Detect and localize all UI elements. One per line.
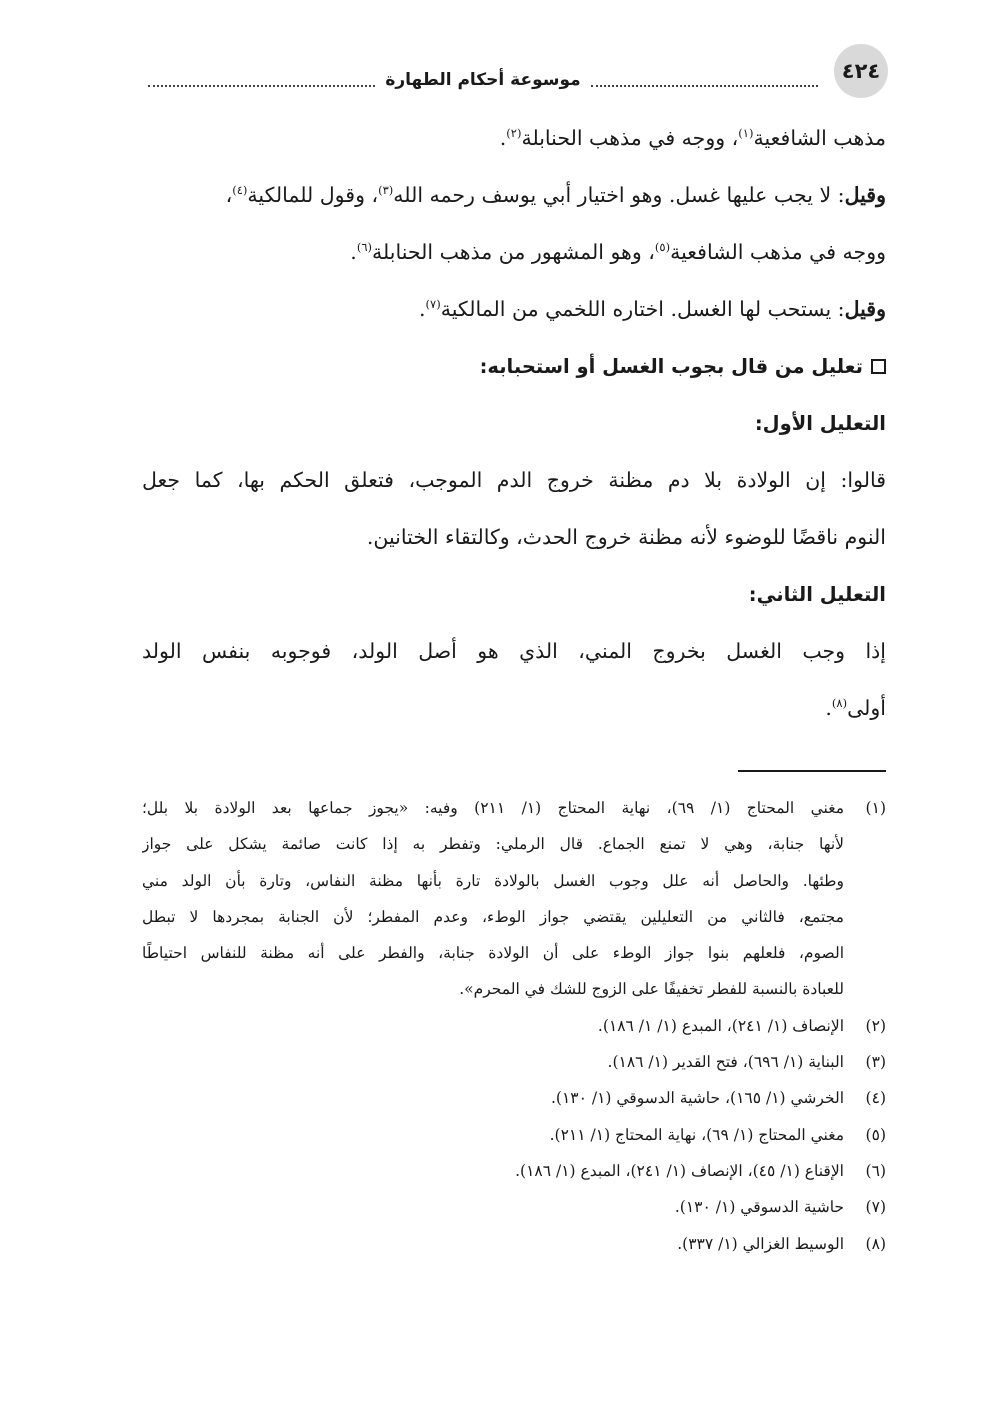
footnote-text xyxy=(142,1153,844,1189)
footnote-separator xyxy=(738,770,886,772)
footnote-number: (٣) xyxy=(865,1053,886,1072)
footnote-text xyxy=(142,1189,844,1225)
text-line: النوم ناقضًا للوضوء لأنه مظنة خروج الحدث، وكالتقاء الختانين. xyxy=(366,525,886,549)
footnote-ref[interactable]: (٥) xyxy=(654,240,671,255)
footnote-number: (٧) xyxy=(865,1198,886,1217)
footnote-text xyxy=(142,1117,844,1153)
footnote-number: (٤) xyxy=(865,1089,886,1108)
footnote-line: حاشية الدسوقي (١/ ١٣٠). xyxy=(674,1198,844,1217)
footnote-ref[interactable]: (٤) xyxy=(232,183,248,198)
main-text xyxy=(142,110,886,737)
footnote-text xyxy=(142,1044,844,1080)
text-line: أولى$^{(٨)}$. xyxy=(825,696,886,720)
footnote xyxy=(142,1117,886,1153)
footnote-ref[interactable]: (٦) xyxy=(356,240,372,255)
footnote xyxy=(142,1008,886,1044)
footnote-line: البناية (١/ ٦٩٦)، فتح القدير (١/ ١٨٦). xyxy=(607,1053,844,1072)
footnote xyxy=(142,790,886,1008)
footnote-text xyxy=(142,1080,844,1116)
footnote xyxy=(142,1153,886,1189)
footnote-ref[interactable]: (١) xyxy=(738,126,754,141)
subsection-heading: التعليل الثاني: xyxy=(748,583,886,606)
footnote xyxy=(142,1189,886,1225)
footnote-ref[interactable]: (٢) xyxy=(506,126,522,141)
footnote-number: (١) xyxy=(865,799,886,817)
footnote-number: (٦) xyxy=(865,1161,886,1180)
subsection-heading: التعليل الأول: xyxy=(754,412,886,435)
footnote-line: الوسيط الغزالي (١/ ٣٣٧). xyxy=(677,1234,844,1253)
footnote-line: مغني المحتاج (١/ ٦٩)، نهاية المحتاج (١/ ٢١١). xyxy=(549,1125,844,1144)
footnote-ref[interactable]: (٣) xyxy=(378,183,394,198)
header-dots-left xyxy=(148,85,375,87)
footnote-line: لأنها جنابة، وهي لا تمنع الجماع. قال الرملي: وتفطر به إذا كانت صائمة يشكل على جواز xyxy=(142,835,844,854)
footnote-line: الإقناع (١/ ٤٥)، الإنصاف (١/ ٢٤١)، المبدع (١/ ١٨٦). xyxy=(515,1161,844,1180)
page-header xyxy=(140,44,888,104)
footnote-line: وطئها. والحاصل أنه علل وجوب الغسل بالولادة تارة بأنها مظنة النفاس، وتارة بأن الولد مني xyxy=(142,871,844,890)
footnote-line: للعبادة بالنسبة للفطر تخفيفًا على الزوج للشك في المحرم». xyxy=(459,980,844,999)
opinion-label: وقيل xyxy=(844,183,886,207)
footnote xyxy=(142,1044,886,1080)
footnote-text xyxy=(142,790,844,1008)
page-number: ٤٢٤ xyxy=(834,44,888,98)
text-line: وقيل: يستحب لها الغسل. اختاره اللخمي من المالكية$^{(٧)}$. xyxy=(418,297,886,321)
footnote xyxy=(142,1226,886,1262)
opinion-label: وقيل xyxy=(844,297,886,321)
text-line: إذا وجب الغسل بخروج المني، الذي هو أصل الولد، فوجوبه بنفس الولد xyxy=(142,639,886,663)
header-rule xyxy=(148,70,818,90)
text-line: وقيل: لا يجب عليها غسل. وهو اختيار أبي يوسف رحمه الله$^{(٣)}$، وقول للمالكية$^{(٤)}$، xyxy=(225,183,886,207)
footnote-number: (٨) xyxy=(865,1234,886,1253)
footnote-line: مجتمع، فالثاني من التعليلين يقتضي جواز الوطء، وعدم المفطر؛ لأن الجنابة بمجردها لا تبطل xyxy=(142,907,844,926)
footnote-text xyxy=(142,1226,844,1262)
footnotes xyxy=(142,790,886,1262)
footnote-number: (٥) xyxy=(865,1125,886,1144)
footnote-ref[interactable]: (٧) xyxy=(425,297,441,312)
footnote xyxy=(142,1080,886,1116)
text-line: قالوا: إن الولادة بلا دم مظنة خروج الدم الموجب، فتعلق الحكم بها، كما جعل xyxy=(142,468,886,492)
footnote-line: الإنصاف (١/ ٢٤١)، المبدع (١/ ١/ ١٨٦). xyxy=(597,1016,844,1035)
footnote-line: الصوم، فلعلهم بنوا جواز الوطء على أن الولادة جنابة، والفطر على أنه مظنة للنفاس احتياطًا xyxy=(142,944,844,963)
square-bullet-icon xyxy=(871,359,886,374)
footnote-line: مغني المحتاج (١/ ٦٩)، نهاية المحتاج (١/ ٢١١) وفيه: «يجوز جماعها بعد الولادة بلا بلل؛ xyxy=(142,799,844,817)
text-line: ووجه في مذهب الشافعية$^{(٥)}$، وهو المشهور من مذهب الحنابلة$^{(٦)}$. xyxy=(350,240,886,264)
header-dots-right xyxy=(591,85,818,87)
footnote-text xyxy=(142,1008,844,1044)
footnote-number: (٢) xyxy=(865,1016,886,1035)
book-title: موسوعة أحكام الطهارة xyxy=(385,70,581,90)
text-line: مذهب الشافعية$^{(١)}$، ووجه في مذهب الحنابلة$^{(٢)}$. xyxy=(499,126,886,150)
footnote-ref[interactable]: (٨) xyxy=(831,696,848,711)
footnote-line: الخرشي (١/ ١٦٥)، حاشية الدسوقي (١/ ١٣٠). xyxy=(550,1089,844,1108)
section-heading: تعليل من قال بجوب الغسل أو استحبابه: xyxy=(142,338,886,395)
